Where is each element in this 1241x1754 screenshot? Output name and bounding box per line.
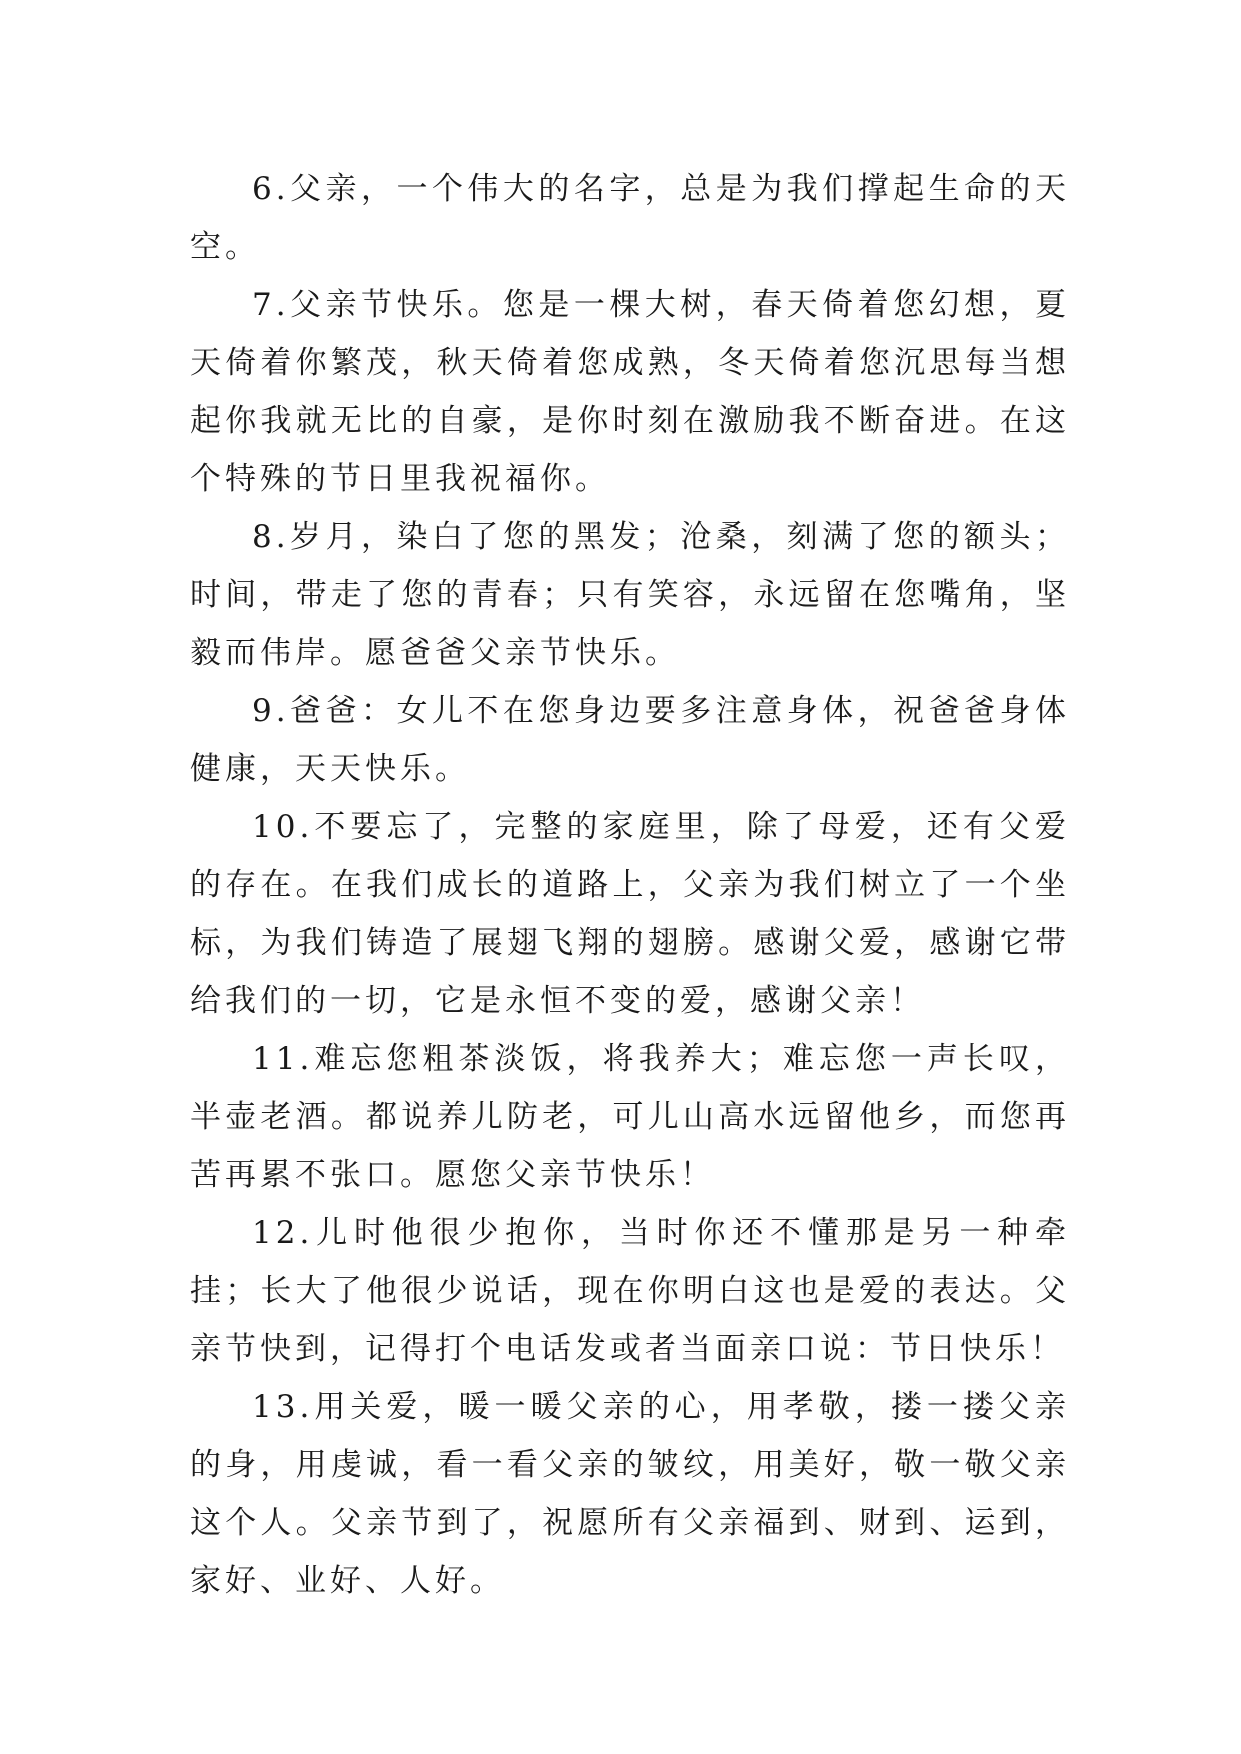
paragraph-9: 9.爸爸：女儿不在您身边要多注意身体，祝爸爸身体健康，天天快乐。 (190, 693, 1070, 787)
paragraph-10: 10.不要忘了，完整的家庭里，除了母爱，还有父爱的存在。在我们成长的道路上，父亲为我们树立了一个坐标，为我们铸造了展翅飞翔的翅膀。感谢父爱，感谢它带给我们的一切，它是永恒不变的爱，感谢父亲！ (190, 809, 1070, 1019)
paragraph-11: 11.难忘您粗茶淡饭，将我养大；难忘您一声长叹，半壶老酒。都说养儿防老，可儿山高水远留他乡，而您再苦再累不张口。愿您父亲节快乐！ (190, 1041, 1070, 1193)
paragraph-13: 13.用关爱，暖一暖父亲的心，用孝敬，搂一搂父亲的身，用虔诚，看一看父亲的皱纹，用美好，敬一敬父亲这个人。父亲节到了，祝愿所有父亲福到、财到、运到，家好、业好、人好。 (190, 1389, 1070, 1599)
paragraph-8: 8.岁月，染白了您的黑发；沧桑，刻满了您的额头；时间，带走了您的青春；只有笑容，永远留在您嘴角，坚毅而伟岸。愿爸爸父亲节快乐。 (190, 519, 1070, 671)
paragraph-6: 6.父亲，一个伟大的名字，总是为我们撑起生命的天空。 (190, 171, 1070, 265)
paragraph-7: 7.父亲节快乐。您是一棵大树，春天倚着您幻想，夏天倚着你繁茂，秋天倚着您成熟，冬天倚着您沉思每当想起你我就无比的自豪，是你时刻在激励我不断奋进。在这个特殊的节日里我祝福你。 (190, 287, 1070, 497)
document-body (190, 160, 1070, 1610)
paragraph-12: 12.儿时他很少抱你，当时你还不懂那是另一种牵挂；长大了他很少说话，现在你明白这也是爱的表达。父亲节快到，记得打个电话发或者当面亲口说：节日快乐！ (190, 1215, 1070, 1367)
